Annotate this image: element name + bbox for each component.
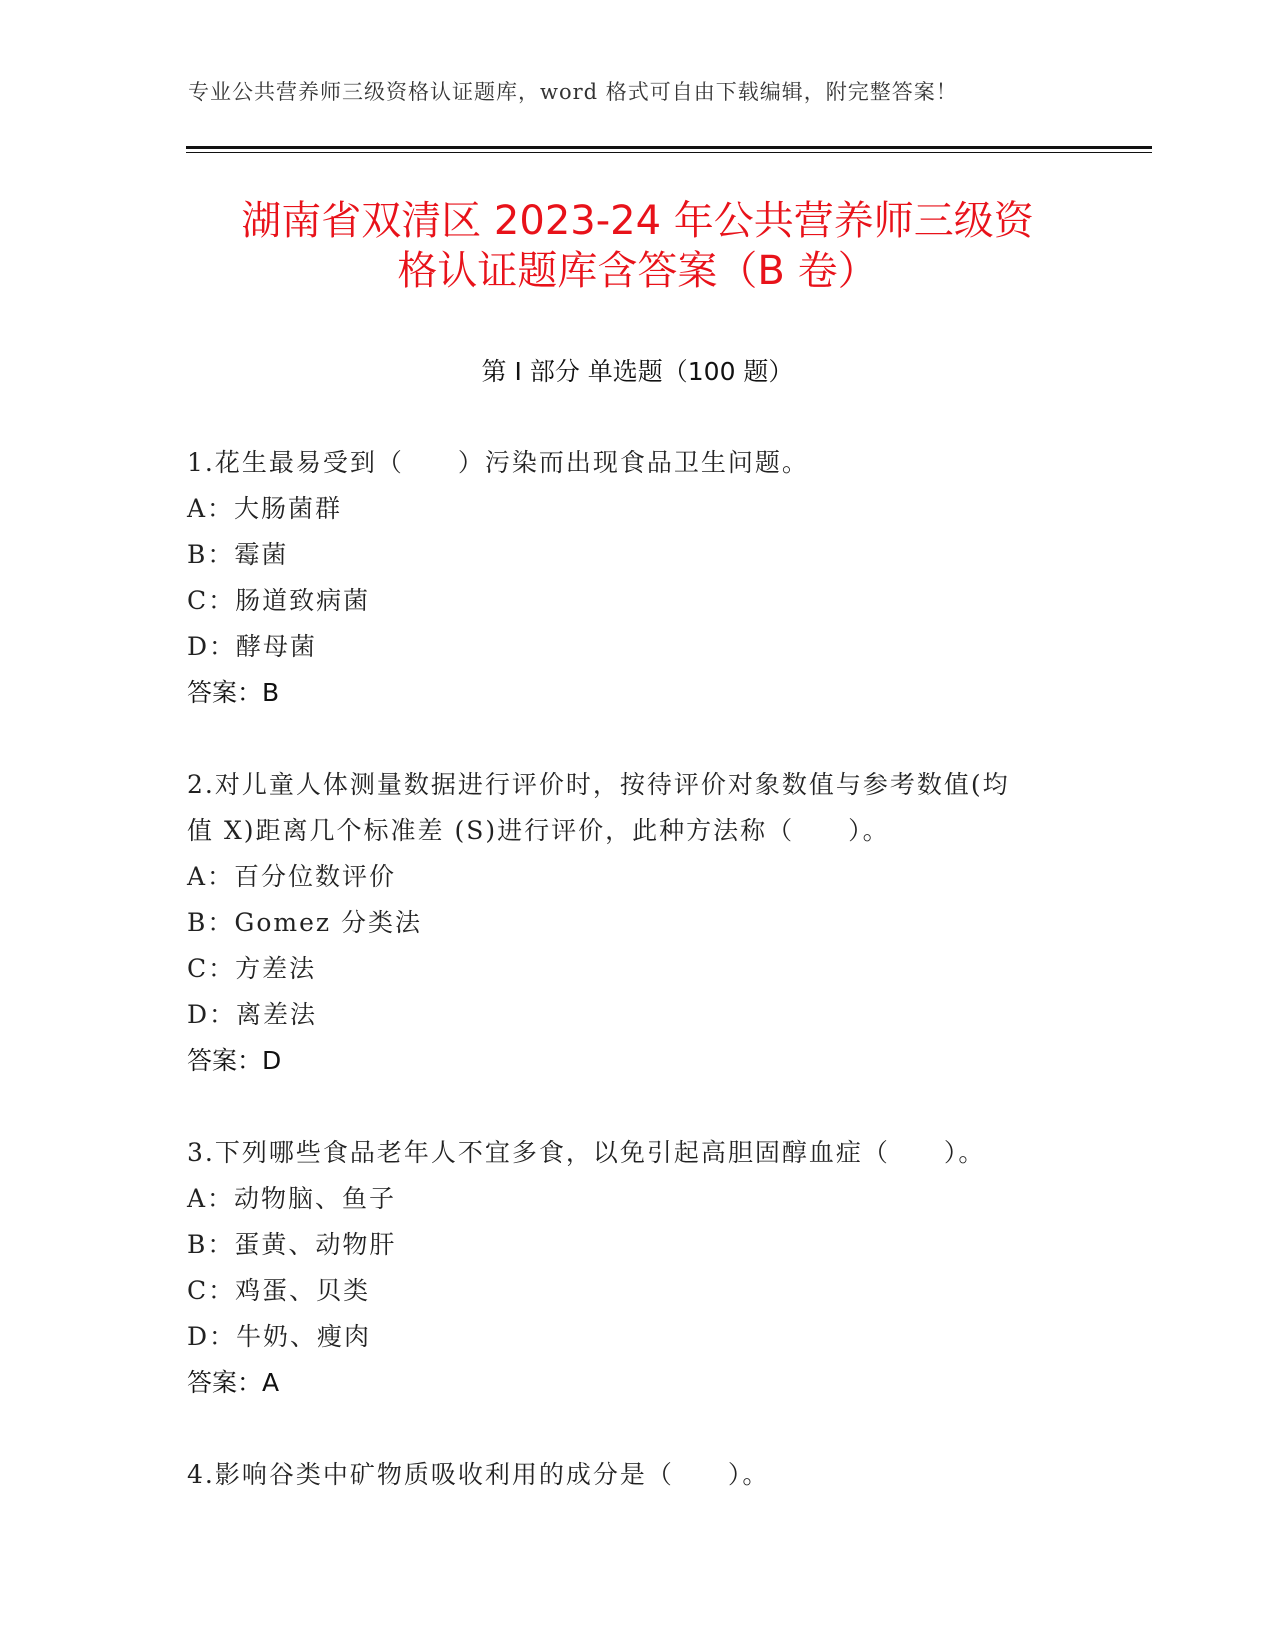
question-stem: 3.下列哪些食品老年人不宜多食，以免引起高胆固醇血症（ ）。: [187, 1138, 986, 1167]
question-1: [187, 440, 1087, 716]
option-c: C：方差法: [187, 954, 317, 983]
option-c: C：鸡蛋、贝类: [187, 1276, 371, 1305]
option-c: C：肠道致病菌: [187, 586, 371, 615]
question-3: [187, 1130, 1087, 1406]
option-b: B：霉菌: [187, 540, 289, 569]
answer: 答案：B: [187, 678, 280, 707]
question-spacer: [187, 1084, 1087, 1130]
option-b: B：蛋黄、动物肝: [187, 1230, 397, 1259]
question-stem: 2.对儿童人体测量数据进行评价时，按待评价对象数值与参考数值(均: [187, 770, 1010, 799]
option-d: D：酵母菌: [187, 632, 318, 661]
option-a: A：大肠菌群: [187, 494, 343, 523]
option-d: D：牛奶、瘦肉: [187, 1322, 372, 1351]
question-4: [187, 1452, 1087, 1498]
question-spacer: [187, 716, 1087, 762]
header-note: 专业公共营养师三级资格认证题库，word 格式可自由下载编辑，附完整答案！: [188, 80, 958, 104]
answer: 答案：A: [187, 1368, 280, 1397]
option-a: A：动物脑、鱼子: [187, 1184, 397, 1213]
header-divider-thick: [186, 146, 1152, 149]
question-stem: 4.影响谷类中矿物质吸收利用的成分是（ ）。: [187, 1460, 770, 1489]
document-title: [150, 196, 1125, 296]
question-stem: 1.花生最易受到（ ）污染而出现食品卫生问题。: [187, 448, 809, 477]
document-title-line-1: 湖南省双清区 2023-24 年公共营养师三级资: [241, 198, 1034, 244]
option-b: B：Gomez 分类法: [187, 908, 423, 937]
question-stem-continued: 值 X)距离几个标准差 (S)进行评价，此种方法称（ ）。: [187, 816, 890, 845]
question-list: [187, 440, 1087, 1498]
question-spacer: [187, 1406, 1087, 1452]
header-divider-thin: [186, 152, 1152, 153]
document-title-line-2: 格认证题库含答案（B 卷）: [397, 248, 878, 294]
section-title: 第 I 部分 单选题（100 题）: [481, 357, 794, 386]
option-a: A：百分位数评价: [187, 862, 397, 891]
answer: 答案：D: [187, 1046, 282, 1075]
question-2: [187, 762, 1087, 1084]
option-d: D：离差法: [187, 1000, 318, 1029]
